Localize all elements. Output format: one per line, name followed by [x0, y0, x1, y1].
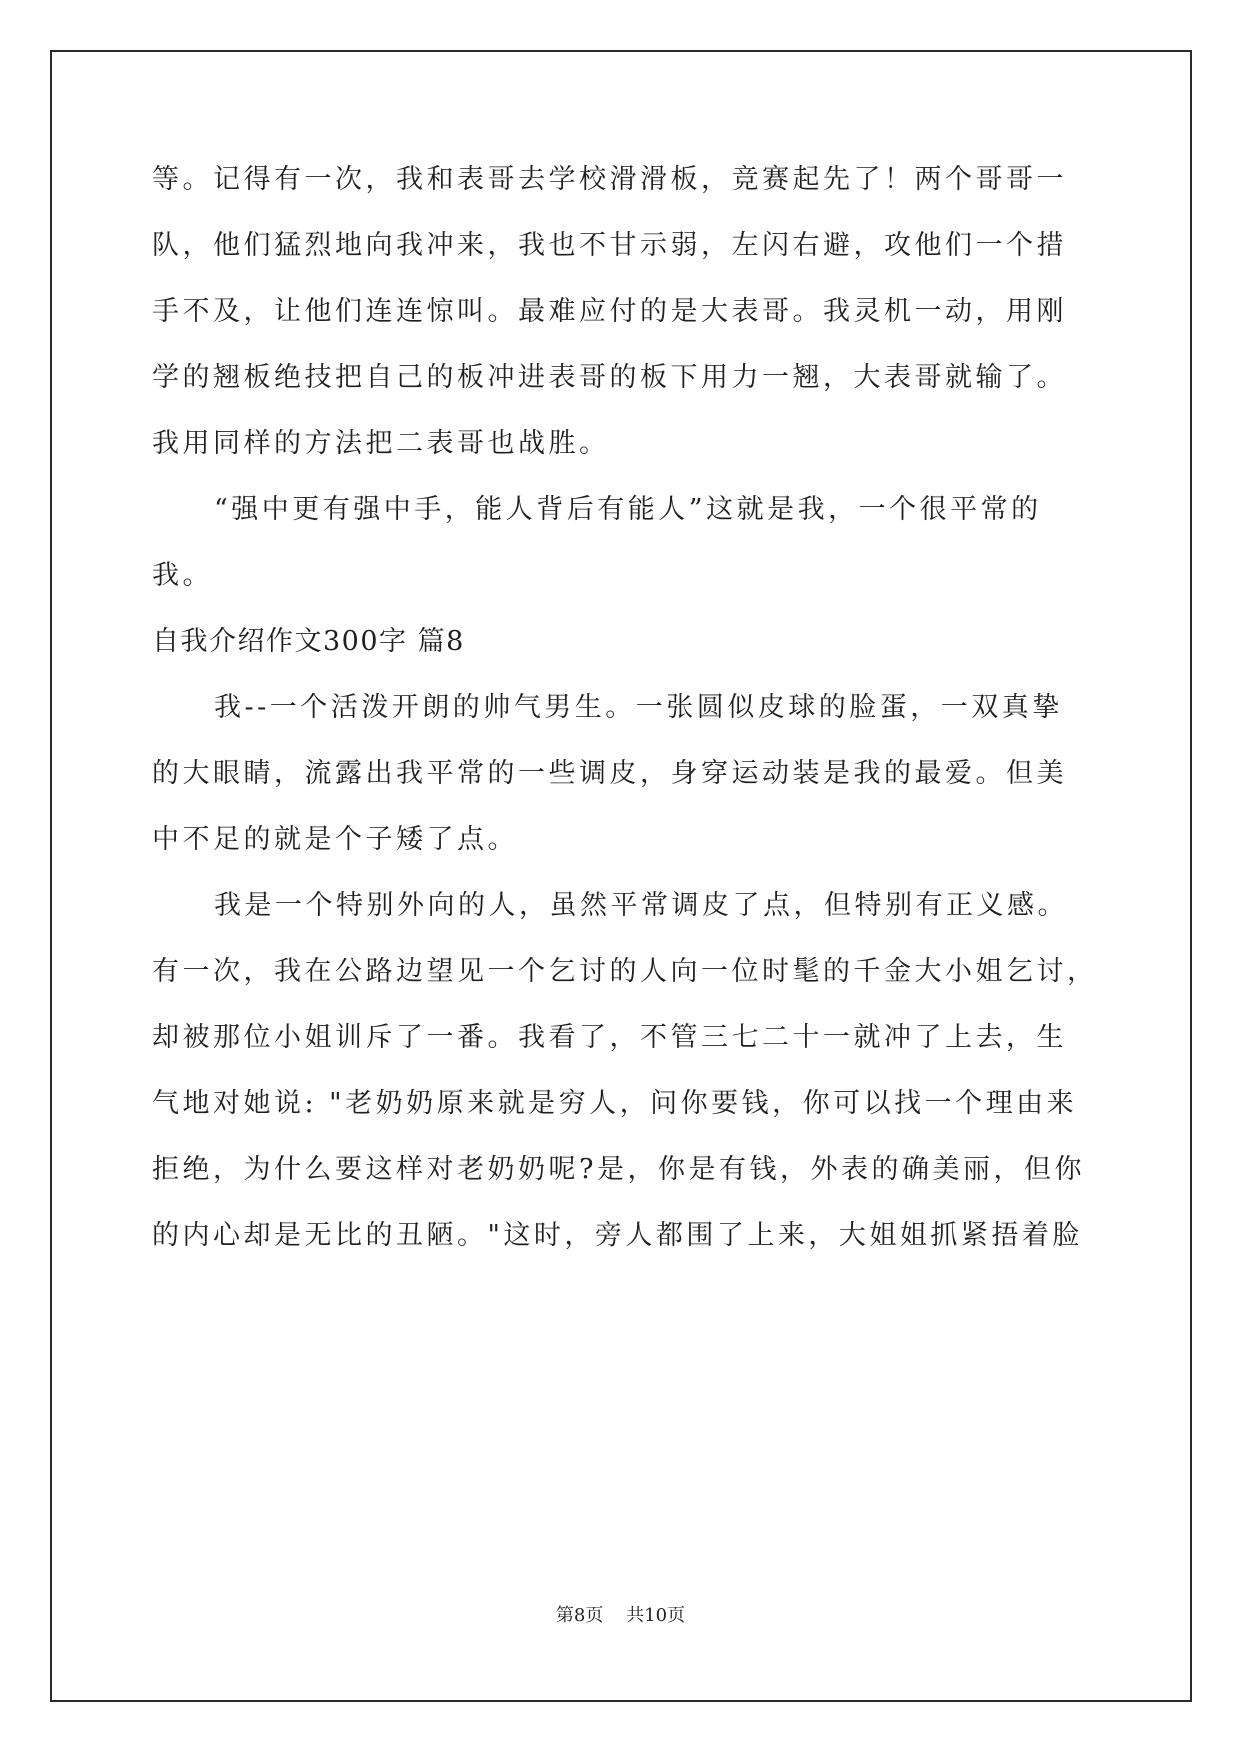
text-line: 却被那位小姐训斥了一番。我看了，不管三七二十一就冲了上去，生 [152, 1022, 1067, 1053]
text-line: 我是一个特别外向的人，虽然平常调皮了点，但特别有正义感。 [214, 890, 1068, 921]
text-line: 气地对她说: "老奶奶原来就是穷人，问你要钱，你可以找一个理由来 [152, 1088, 1078, 1119]
text-line: 有一次，我在公路边望见一个乞讨的人向一位时髦的千金大小姐乞讨， [152, 956, 1098, 987]
text-line: 队，他们猛烈地向我冲来，我也不甘示弱，左闪右避，攻他们一个措 [152, 230, 1067, 261]
text-line: “强中更有强中手，能人背后有能人”这就是我，一个很平常的 [214, 494, 1042, 525]
text-line: 我--一个活泼开朗的帅气男生。一张圆似皮球的脸蛋，一双真挚 [214, 692, 1063, 723]
text-line: 等。记得有一次，我和表哥去学校滑滑板，竞赛起先了！两个哥哥一 [152, 164, 1067, 195]
text-line: 中不足的就是个子矮了点。 [152, 824, 518, 855]
text-line: 我用同样的方法把二表哥也战胜。 [152, 428, 610, 459]
page-number: 第8页 共10页 [555, 1605, 686, 1626]
text-line: 学的翘板绝技把自己的板冲进表哥的板下用力一翘，大表哥就输了。 [152, 362, 1067, 393]
text-line: 的大眼睛，流露出我平常的一些调皮，身穿运动装是我的最爱。但美 [152, 758, 1067, 789]
text-line: 手不及，让他们连连惊叫。最难应付的是大表哥。我灵机一动，用刚 [152, 296, 1067, 327]
text-line: 的内心却是无比的丑陋。"这时，旁人都围了上来，大姐姐抓紧捂着脸 [152, 1220, 1083, 1251]
text-line: 拒绝，为什么要这样对老奶奶呢?是，你是有钱，外表的确美丽，但你 [152, 1154, 1085, 1185]
text-line: 我。 [152, 560, 213, 591]
section-heading: 自我介绍作文300字 篇8 [152, 626, 465, 657]
